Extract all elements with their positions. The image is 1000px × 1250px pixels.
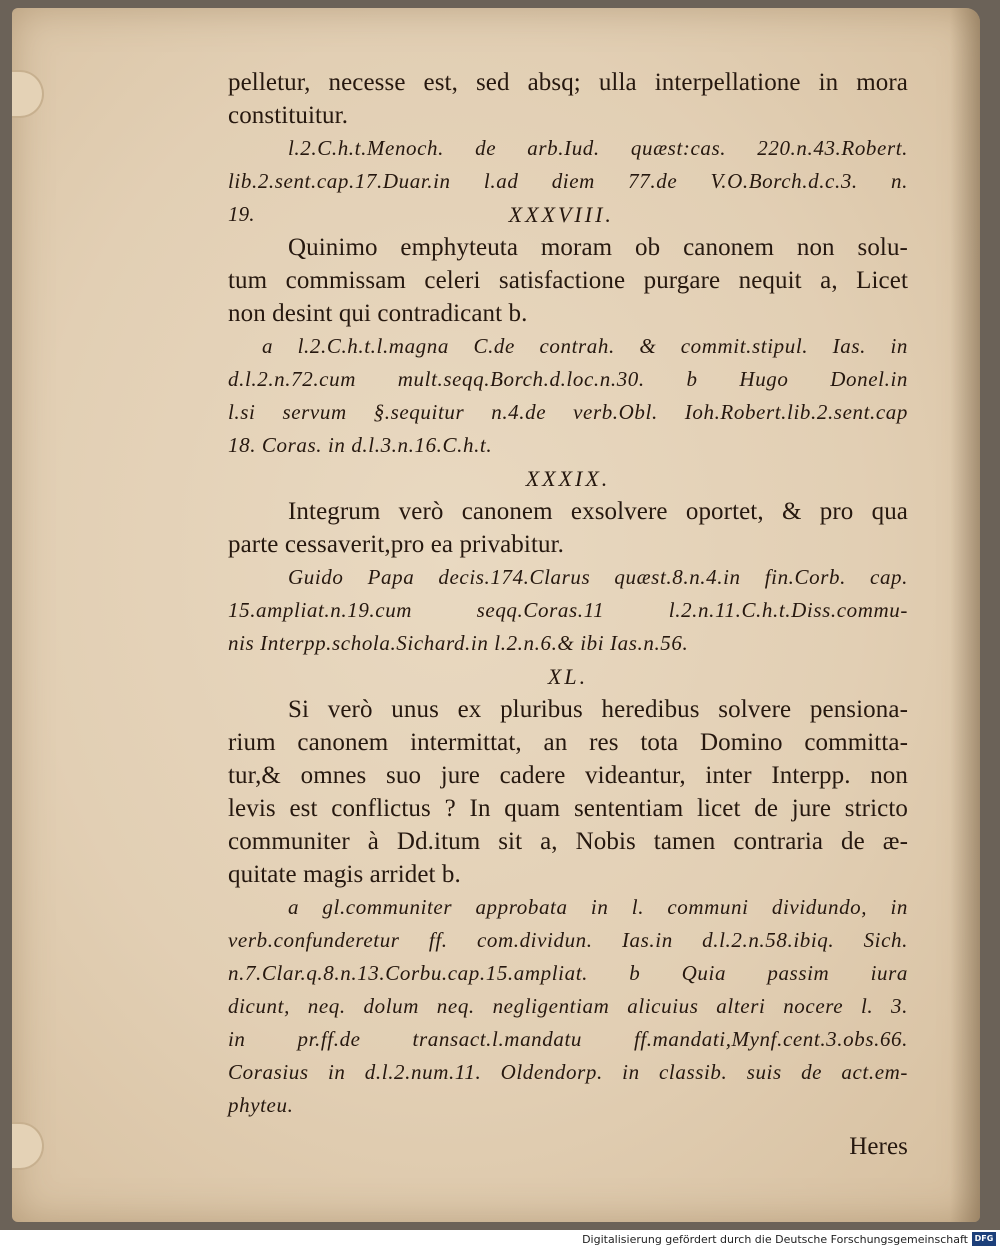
text-line: tum commissam celeri satisfactione purgare nequit a, Licet — [228, 267, 908, 294]
citation-line: nis Interpp.schola.Sichard.in l.2.n.6.& ibi Ias.n.56. — [228, 631, 689, 655]
section-heading: XXXIX. — [525, 466, 611, 491]
paragraph-text: Quinimo emphyteuta moram ob canonem non solu- — [288, 234, 908, 261]
citation-text: 19. — [228, 202, 255, 226]
text-line — [228, 693, 908, 726]
citation-line: lib.2.sent.cap.17.Duar.in l.ad diem 77.de V.O.Borch.d.c.3. n. — [228, 169, 908, 193]
page-gutter-shadow — [950, 8, 980, 1222]
citation-line: verb.confunderetur ff. com.dividun. Ias.in d.l.2.n.58.ibiq. Sich. — [228, 928, 908, 952]
citation-line: l.si servum §.sequitur n.4.de verb.Obl. Ioh.Robert.lib.2.sent.cap — [228, 400, 908, 424]
footer-bar — [0, 1230, 1000, 1250]
clasp-top-icon — [12, 70, 44, 118]
citation-line: Corasius in d.l.2.num.11. Oldendorp. in classib. suis de act.em- — [228, 1060, 908, 1084]
citation-text: Guido Papa decis.174.Clarus quæst.8.n.4.in fin.Corb. cap. — [288, 565, 908, 589]
catchword: Heres — [849, 1133, 908, 1160]
text-line: communiter à Dd.itum sit a, Nobis tamen contraria de æ- — [228, 828, 908, 855]
clasp-bottom-icon — [12, 1122, 44, 1170]
text-line: rium canonem intermittat, an res tota Domino committa- — [228, 729, 908, 756]
citation-line: 15.ampliat.n.19.cum seqq.Coras.11 l.2.n.11.C.h.t.Diss.commu- — [228, 598, 908, 622]
citation-line: phyteu. — [228, 1093, 294, 1117]
footer-credit: Digitalisierung gefördert durch die Deutsche Forschungsgemeinschaft — [582, 1233, 968, 1246]
paragraph-text: Integrum verò canonem exsolvere oportet, & pro qua — [288, 498, 908, 525]
section-heading: XL. — [547, 664, 589, 689]
text-line: levis est conflictus ? In quam sententiam licet de jure stricto — [228, 795, 908, 822]
citation-heading-line — [228, 198, 908, 231]
paragraph-text: Si verò unus ex pluribus heredibus solvere pensiona- — [288, 696, 908, 723]
citation-text: a l.2.C.h.t.l.magna C.de contrah. & commit.stipul. Ias. in — [262, 334, 908, 358]
citation-line: n.7.Clar.q.8.n.13.Corbu.cap.15.ampliat. b Quia passim iura — [228, 961, 908, 985]
text-line: quitate magis arridet b. — [228, 861, 461, 888]
text-line: parte cessaverit,pro ea privabitur. — [228, 531, 564, 558]
text-line: constituitur. — [228, 102, 349, 129]
citation-line — [228, 132, 908, 165]
dfg-logo-icon: DFG — [972, 1232, 996, 1246]
citation-text: a gl.communiter approbata in l. communi dividundo, in — [288, 895, 908, 919]
text-line: pelletur, necesse est, sed absq; ulla interpellatione in mora — [228, 69, 908, 96]
citation-line: dicunt, neq. dolum neq. negligentiam alicuius alteri nocere l. 3. — [228, 994, 908, 1018]
citation-line — [228, 891, 908, 924]
citation-line: 18. Coras. in d.l.3.n.16.C.h.t. — [228, 433, 493, 457]
section-heading: XXXVIII. — [508, 202, 614, 227]
text-line: non desint qui contradicant b. — [228, 300, 528, 327]
text-line: tur,& omnes suo jure cadere videantur, inter Interpp. non — [228, 762, 908, 789]
text-line — [228, 231, 908, 264]
citation-line: d.l.2.n.72.cum mult.seqq.Borch.d.loc.n.30. b Hugo Donel.in — [228, 367, 908, 391]
citation-text: l.2.C.h.t.Menoch. de arb.Iud. quæst:cas. 220.n.43.Robert. — [288, 136, 908, 160]
citation-line — [228, 330, 908, 363]
text-line — [228, 495, 908, 528]
page-text — [228, 66, 908, 1163]
citation-line: in pr.ff.de transact.l.mandatu ff.mandati,Mynf.cent.3.obs.66. — [228, 1027, 908, 1051]
citation-line — [228, 561, 908, 594]
